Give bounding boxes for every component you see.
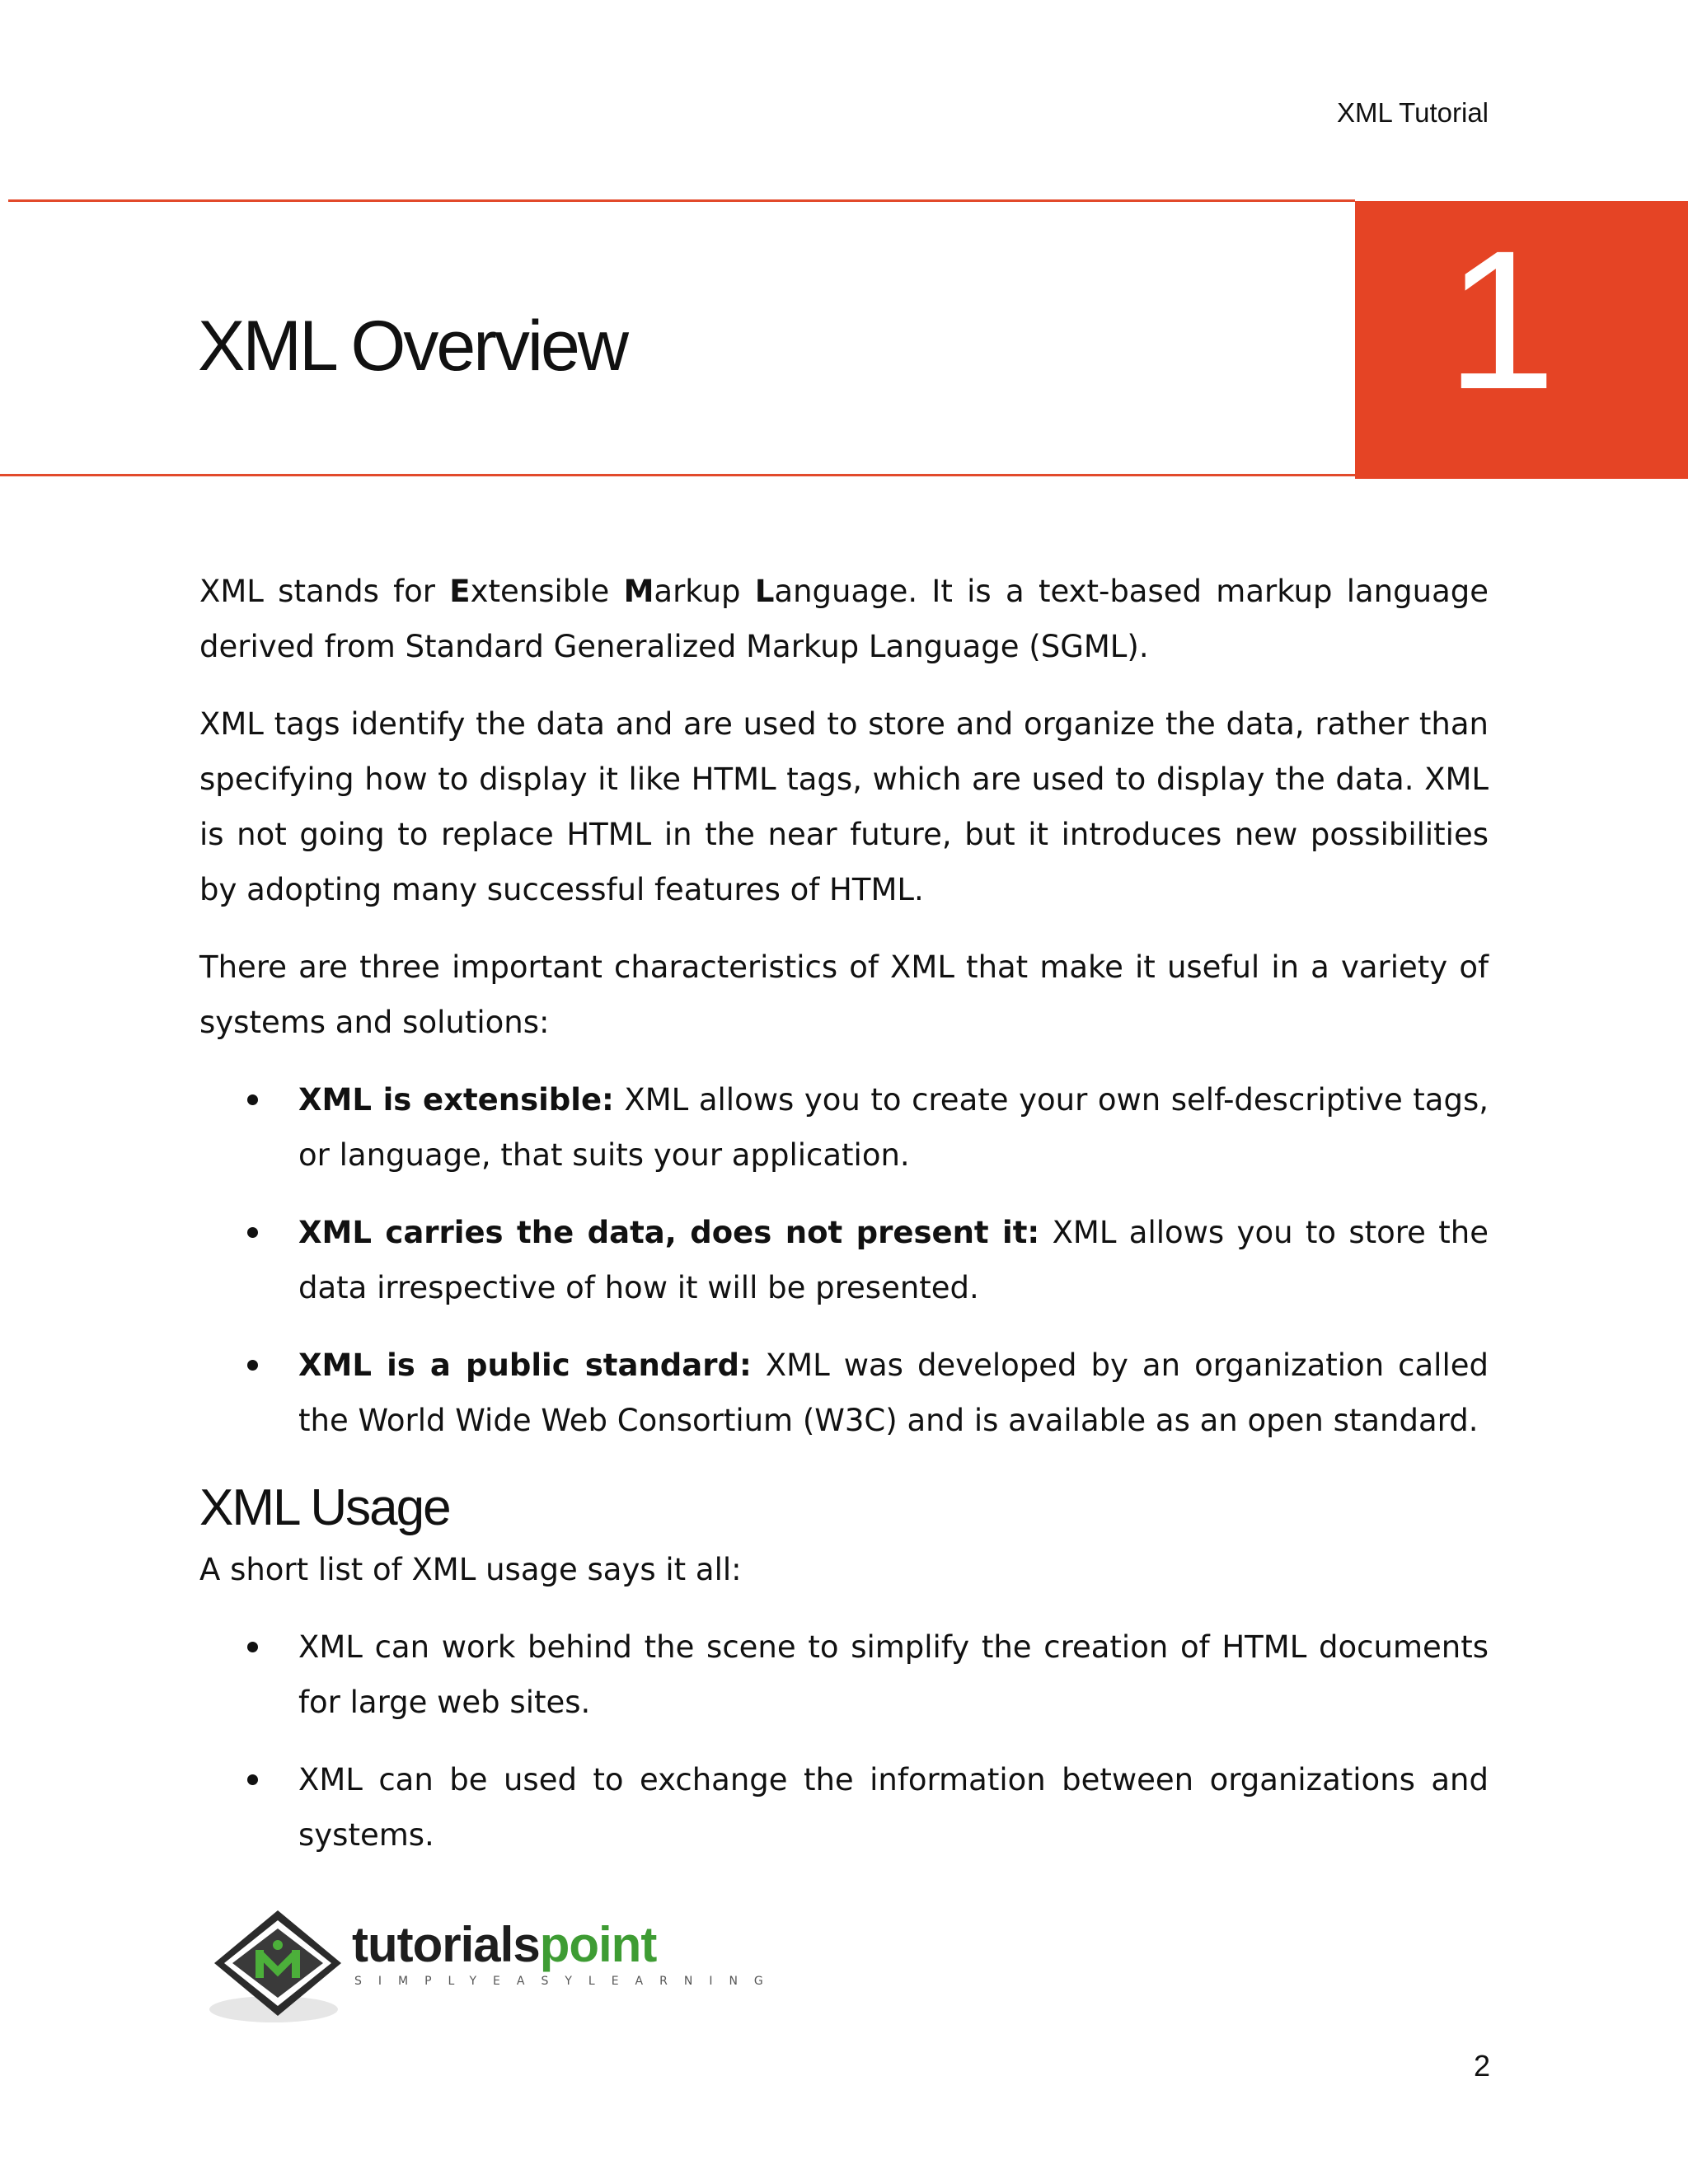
page-content — [199, 564, 1489, 1885]
page-number: 2 — [1473, 2049, 1490, 2083]
bullet-icon — [247, 1227, 258, 1238]
bullet-icon — [247, 1642, 258, 1652]
usage-list — [199, 1619, 1489, 1863]
intro-paragraph-2: XML tags identify the data and are used to store and organize the data, rather than specifying how to display it like HTML tags, which are used to display the data. XML is not going to replace HTML in the near future, but it introduces new possibilities by adopting many successful features of HTML. — [199, 706, 1489, 907]
logo-mark-icon — [208, 1904, 348, 2027]
tutorialspoint-logo — [208, 1904, 780, 2027]
running-header: XML Tutorial — [1336, 97, 1489, 128]
bullet-icon — [247, 1774, 258, 1785]
header-rule-top — [8, 199, 1355, 202]
chapter-number: 1 — [1446, 209, 1556, 430]
usage-intro: A short list of XML usage says it all: — [199, 1552, 742, 1587]
intro-paragraph-1: XML stands for Extensible Markup Language. It is a text-based markup language derived from Standard Generalized Markup Language (SGML). — [199, 574, 1489, 664]
intro-paragraph-3: There are three important characteristics of XML that make it useful in a variety of systems and solutions: — [199, 949, 1489, 1040]
logo-wordmark: tutorialspoint — [352, 1917, 657, 1972]
characteristics-list — [199, 1072, 1489, 1448]
bullet-icon — [247, 1094, 258, 1105]
header-rule-bottom — [0, 474, 1355, 476]
list-item: XML can work behind the scene to simplify the creation of HTML documents for large web sites. — [199, 1619, 1489, 1730]
list-item: XML is a public standard: XML was developed by an organization called the World Wide Web Consortium (W3C) and is available as an open standard. — [199, 1338, 1489, 1448]
list-item: XML can be used to exchange the information between organizations and systems. — [199, 1752, 1489, 1863]
logo-tagline: SIMPLYEASYLEARNING — [354, 1975, 780, 1988]
list-item: XML is extensible: XML allows you to create your own self-descriptive tags, or language, that suits your application. — [199, 1072, 1489, 1183]
bullet-icon — [247, 1360, 258, 1371]
list-item: XML carries the data, does not present it: XML allows you to store the data irrespective of how it will be presented. — [199, 1205, 1489, 1315]
chapter-title: XML Overview — [198, 307, 626, 386]
section-heading-usage: XML Usage — [199, 1479, 450, 1536]
